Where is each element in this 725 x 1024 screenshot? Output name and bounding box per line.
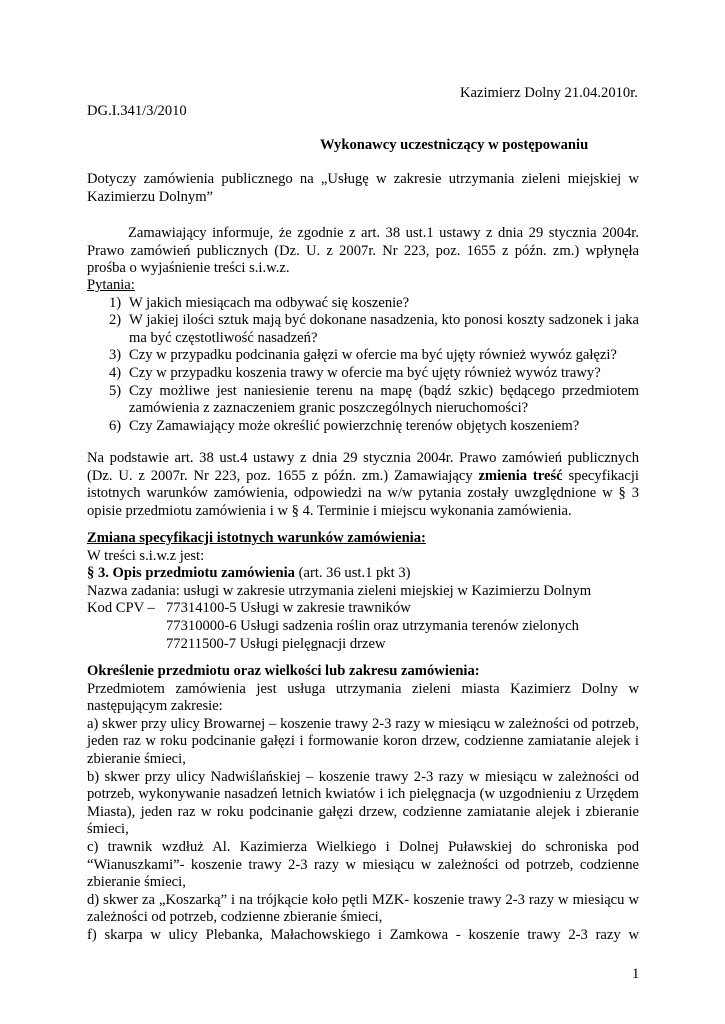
list-item: d) skwer za „Koszarką” i na trójkącie koło pętli MZK- koszenie trawy 2-3 razy w miesiącu w zależności od potrzeb, codzienne zbieranie śmieci,: [87, 891, 639, 926]
answer-text-bold: zmienia treść: [478, 467, 563, 484]
reference-number: DG.I.341/3/2010: [87, 103, 187, 119]
change-heading: Zmiana specyfikacji istotnych warunków zamówienia:: [87, 530, 426, 546]
question-number: 2): [109, 312, 122, 329]
cpv-code: 77211500-7 Usługi pielęgnacji drzew: [166, 635, 386, 652]
questions-list: [87, 295, 639, 436]
scope-intro: Przedmiotem zamówienia jest usługa utrzymania zieleni miasta Kazimierz Dolny w następującym zakresie:: [87, 680, 639, 715]
question-number: 4): [109, 364, 122, 381]
scope-section: [87, 663, 639, 945]
section-title: [87, 565, 639, 583]
change-section: [87, 530, 639, 653]
questions-section: [87, 277, 639, 435]
question-number: 6): [109, 417, 122, 434]
scope-heading: Określenie przedmiotu oraz wielkości lub zakresu zamówienia:: [87, 663, 480, 679]
list-item: [87, 295, 639, 313]
question-text: Czy Zamawiający może określić powierzchnię terenów objętych koszeniem?: [129, 417, 580, 434]
place-date: Kazimierz Dolny 21.04.2010r.: [460, 85, 638, 101]
scope-items: [87, 716, 639, 945]
questions-label: Pytania:: [87, 277, 135, 293]
list-item: a) skwer przy ulicy Browarnej – koszenie trawy 2-3 razy w miesiącu w zależności od potrzeb, jeden raz w roku podcinanie gałęzi i formowanie koron drzew, codzienne zamiatanie alejek i zbieranie śmieci,: [87, 715, 639, 767]
cpv-row: [87, 618, 639, 636]
intro-paragraph: Zamawiający informuje, że zgodnie z art. 38 ust.1 ustawy z dnia 29 stycznia 2004r. Prawo zamówień publicznych (Dz. U. z 2007r. Nr 223, poz. 1655 z późn. zm.) wpłynęła prośba o wyjaśnienie treści s.i.w.z.: [87, 225, 639, 277]
task-name: Nazwa zadania: usługi w zakresie utrzymania zieleni miejskiej w Kazimierzu Dolnym: [87, 582, 592, 599]
addressee: Wykonawcy uczestniczący w postępowaniu: [320, 137, 589, 153]
question-text: W jakiej ilości sztuk mają być dokonane nasadzenia, kto ponosi koszty sadzonek i jaka ma być częstotliwość nasadzeń?: [129, 312, 639, 346]
question-number: 1): [109, 294, 122, 311]
answer-text-after: specyfikacji istotnych warunków zamówienia, odpowiedzi na w/w pytania zostały uwzględnione w § 3 opisie przedmiotu zamówienia i w § 4. Terminie i miejscu wykonania zamówienia.: [87, 467, 639, 519]
cpv-label: Kod CPV –: [87, 600, 155, 617]
question-number: 5): [109, 382, 122, 399]
question-number: 3): [109, 347, 122, 364]
list-item: [87, 365, 639, 383]
list-item: f) skarpa w ulicy Plebanka, Małachowskiego i Zamkowa - koszenie trawy 2-3 razy w: [87, 926, 639, 943]
answer-text-before: Na podstawie art. 38 ust.4 ustawy z dnia 29 stycznia 2004r. Prawo zamówień publicznych (Dz. U. z 2007r. Nr 223, poz. 1655 z późn. zm.) Zamawiający: [87, 450, 639, 484]
section-title-bold: § 3. Opis przedmiotu zamówienia: [87, 565, 295, 582]
question-text: W jakich miesiącach ma odbywać się koszenie?: [129, 294, 410, 311]
section-title-ref: (art. 36 ust.1 pkt 3): [294, 565, 411, 582]
page-number: 1: [632, 966, 640, 982]
list-item: [87, 312, 639, 347]
in-text-label: W treści s.i.w.z jest:: [87, 547, 205, 564]
cpv-code: 77314100-5 Usługi w zakresie trawników: [166, 600, 411, 617]
answer-paragraph: [87, 450, 639, 520]
question-text: Czy możliwe jest naniesienie terenu na mapę (bądź szkic) będącego przedmiotem zamówienia z zaznaczeniem granic poszczególnych nieruchomości?: [129, 382, 639, 417]
list-item: [87, 347, 639, 365]
cpv-row: [87, 600, 639, 618]
list-item: [87, 383, 639, 418]
subject-paragraph: Dotyczy zamówienia publicznego na „Usługę w zakresie utrzymania zieleni miejskiej w Kazimierzu Dolnym”: [87, 171, 639, 205]
cpv-row: [87, 636, 639, 654]
list-item: c) trawnik wzdłuż Al. Kazimierza Wielkiego i Dolnej Puławskiej do schroniska pod “Wianuszkami”- koszenie trawy 2-3 razy w miesiącu w zależności od potrzeb, codzienne zbieranie śmieci,: [87, 838, 639, 891]
question-text: Czy w przypadku podcinania gałęzi w ofercie ma być ujęty również wywóz gałęzi?: [129, 347, 617, 364]
list-item: b) skwer przy ulicy Nadwiślańskiej – koszenie trawy 2-3 razy w miesiącu w zależności od potrzeb, wykonywanie nasadzeń letnich kwiatów i ich pielęgnacja (w uzgodnieniu z Urzędem Miasta), jeden raz w roku podcinanie gałęzi drzew, codzienne zamiatanie alejek i zbieranie śmieci,: [87, 768, 639, 838]
question-text: Czy w przypadku koszenia trawy w ofercie ma być ujęty również wywóz trawy?: [129, 364, 601, 381]
list-item: [87, 418, 639, 436]
cpv-code: 77310000-6 Usługi sadzenia roślin oraz utrzymania terenów zielonych: [166, 617, 579, 634]
